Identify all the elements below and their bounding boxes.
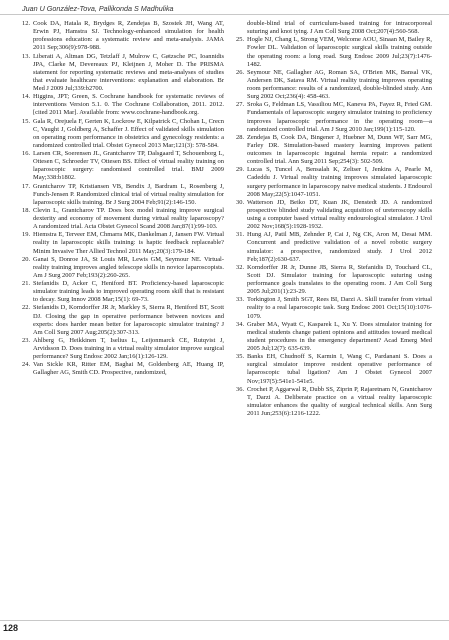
reference-item [22,231,224,255]
reference-number: 12. [22,20,31,27]
reference-item [22,183,224,207]
reference-number: 25. [236,36,245,44]
reference-number: 32. [236,263,245,271]
reference-text: Stefanidis D, Korndorffer JR Jr, Markley S, Sierra R, Heniford BT, Scott DJ. Closing the gap in operative performance between novices and experts: does harder mean better for laparoscopic simulator training? J Am Coll Surg 2007 Aug;205(2):307-313. [33,304,224,336]
reference-text: Clevin L, Grantcharov TP. Does box model training improve surgical dexterity and economy of movement during virtual reality laparoscopy? A randomized trial. Acta Obstet Gynecol Scand 2008 Jan;87(1):99-103. [33,206,224,231]
reference-text: Cook DA, Hatala R, Brydges R, Zendejas B, Szostek JH, Wang AT, Erwin PJ, Hamstra SJ. Technology-enhanced simulation for health professions education: a systematic review and meta-analysis. JAMA 2011 Sep;306(9):978-988. [33,20,224,52]
reference-text: Gala R, Orejuela F, Gerten K, Lockrow E, Kilpatrick C, Chohan L, Crecn C, Vaught J, Goldberg A, Schaffer J. Effect of validated skills simulation on operating room performance in obstetrics and gynecology residents: a randomized controlled trial. Obstet Gynecol 2013 Mar;121(3): 578-584. [33,117,224,149]
reference-text: Zendejas B, Cook DA, Bingener J, Huebner M, Dunn WF, Sarr MG, Farley DR. Simulation-based mastery learning improves patient outcomes in laparoscopic inguinal hernia repair: a randomized controlled trial. Ann Surg 2011 Sep;254(3): 502-509. [247,133,432,166]
reference-number: 20. [22,255,31,263]
reference-text: Seymour NE, Gallagher AG, Roman SA, O'Brien MK, Bansal VK, Andersen DK, Satava RM. Virtual reality training improves operating room performance: results of a randomized, double-blinded study. Ann Surg 2002 Oct;236(4): 458-463. [247,68,432,101]
reference-item [236,166,432,199]
reference-item [22,280,224,304]
reference-text: Liberati A, Altman DG, Tetzlaff J, Mulrow C, Gøtzsche PC, Ioannidis JPA, Clarke M, Devereaux PJ, Kleijnen J, Moher D. The PRISMA statement for reporting systematic reviews and meta-analyses of studies that evaluate healthcare interventions: explanation and elaboration. Br Med J 2009 Jul;339:b2700. [33,52,224,92]
reference-number: 28. [236,133,245,141]
reference-column-left [22,20,224,378]
reference-text: Korndorffer JR Jr, Dunne JB, Sierra R, Stefanidis D, Touchard CL, Scott DJ. Simulator training for laparoscopic suturing using performance goals translates to the operating room. J Am Coll Surg 2005 Jul;201(1):23-29. [247,263,432,296]
reference-item [236,386,432,419]
reference-text: Ganai S, Donroe JA, St Louis MR, Lewis GM, Seymour NE. Virtual-reality training improves angled telescope skills in novice laparoscopists. Am J Surg 2007 Feb;193(2):260-265. [33,255,224,279]
reference-number: 23. [22,336,31,344]
reference-number: 27. [236,101,245,109]
reference-item [236,134,432,167]
reference-text: Van Sickle KR, Ritter EM, Baghai M, Goldenberg AE, Huang IP, Gallagher AG, Smith CD. Prospective, randomized, [33,361,224,377]
reference-item [22,304,224,337]
reference-text: Watterson JD, Beiko DT, Kuan JK, Denstedt JD. A randomized prospective blinded study validating acquisition of ureteroscopy skills using a computer based virtual reality endourological simulator. J Urol 2002 Nov;168(5):1928-1932. [247,198,432,231]
reference-item [236,321,432,354]
footer-divider [0,620,449,621]
reference-number: 30. [236,198,245,206]
reference-text: double-blind trial of curriculum-based training for intracorporeal suturing and knot tying. J Am Coll Surg 2008 Oct;207(4):560-568. [247,20,432,36]
reference-item [236,353,432,386]
reference-text: Larsen CR, Soerensen JL, Grantcharov TP, Dalsgaard T, Schouenborg L, Ottesen C, Schroeder TV, Ottesen BS. Effect of virtual reality training on laparoscopic surgery: randomised controlled trial. BMJ 2009 May;338:b1802. [33,150,224,182]
reference-item [22,53,224,94]
reference-number: 18. [22,206,31,214]
reference-item [22,150,224,183]
reference-text: Torkington J, Smith SGT, Rees BI, Darzi A. Skill transfer from virtual reality to a real laparoscopic task. Surg Endosc 2001 Oct;15(10):1076-1079. [247,296,432,320]
reference-number: 29. [236,166,245,174]
reference-item [22,207,224,231]
reference-text: Graber MA, Wyatt C, Kasparek L, Xu Y. Does simulator training for medical students change patient opinions and attitudes toward medical student procedures in the emergency department? Acad Emerg Med 2005 Jul;12(7): 635-639. [247,320,432,352]
reference-text: Banks EH, Chudnoff S, Karmin I, Wang C, Pardanani S. Does a surgical simulator improve resident operative performance of laparoscopic tubal ligation? Am J Obstet Gynecol 2007 Nov;197(5):541e1-541e5. [247,353,432,385]
reference-number: 14. [22,93,31,101]
reference-text: Hung AJ, Patil MB, Zehnder P, Cai J, Ng CK, Aron M, Desai MM. Concurrent and predictive validation of a novel robotic surgery simulator: a prospective, randomized study. J Urol 2012 Feb;187(2):630-637. [247,231,432,263]
reference-number: 33. [236,296,245,304]
page-number: 128 [3,623,19,633]
reference-number: 16. [22,150,31,157]
reference-item [236,296,432,320]
reference-number: 15. [22,117,31,125]
reference-item [22,93,224,117]
reference-number: 35. [236,353,245,361]
reference-number: 31. [236,231,245,239]
reference-item [22,256,224,280]
reference-text: Grantcharov TP, Kristiansen VB, Bendix J, Bardram L, Rosenberg J, Funch-Jensen P. Randomized clinical trial of virtual reality simulation for laparoscopic skills training. Br J Surg 2004 Feb;91(2):146-150. [33,182,224,206]
reference-number: 21. [22,280,31,287]
reference-number: 13. [22,52,31,60]
reference-text: Higgins, JPT; Green, S. Cochrane handbook for systematic reviews of interventions Version 5.1. 0. The Cochrane Collaboration, 2011. 2012. [cited 2011 Mar]. Available from: www.cochrane-handbook.org. [33,93,224,117]
reference-number: 17. [22,182,31,190]
reference-item [22,337,224,361]
reference-item [22,118,224,151]
reference-item [236,199,432,232]
reference-text: Crochet P, Aggarwal R, Dubb SS, Ziprin P, Rajaretnam N, Grantcharov T, Darzi A. Deliberate practice on a virtual reality laparoscopic simulator enhances the quality of surgical technical skills. Ann Surg 2011 Jun;253(6):1216-1222. [247,385,432,417]
reference-text: Sroka G, Feldman LS, Vassiliou MC, Kaneva PA, Fayez R, Fried GM. Fundamentals of laparoscopic surgery simulator training to proficiency improves laparoscopic performance in the operating room—a randomized controlled trial. Am J Surg 2010 Jan;199(1):115-120. [247,101,432,133]
reference-item [236,231,432,264]
running-title: Juan U González-Tova, Pallikonda S Madhulika [22,4,174,13]
reference-text: Hiemstra E, Terveer EM, Chmarra MK, Dankelman J, Jansen FW. Virtual reality in laparoscopic skills training: is haptic feedback replaceable? Minim Invasive Ther Allied Technol 2011 May;20(3):179-184. [33,231,224,255]
reference-item [236,36,432,69]
reference-item [236,20,432,36]
reference-number: 26. [236,68,245,76]
reference-number: 19. [22,231,31,239]
reference-item [22,20,224,53]
reference-text: Ahlberg G, Heikkinen T, Iselius L, Leijonmarck CE, Rutqvist J, Arvidsson D. Does training in a virtual reality simulator improve surgical performance? Surg Endosc 2002 Jan;16(1):126-129. [33,336,224,361]
header-divider [0,14,449,15]
reference-item [236,101,432,134]
reference-number: 34. [236,320,245,328]
reference-text: Stefanidis D, Acker C, Heniford BT. Proficiency-based laparoscopic simulator training leads to improved operating room skill that is resistant to decay. Surg Innov 2008 Mar;15(1): 69-73. [33,280,224,304]
reference-column-right [236,20,432,418]
reference-item [22,361,224,377]
reference-text: Hogle NJ, Chang L, Strong VEM, Welcome AOU, Sinaan M, Bailey R, Fowler DL. Validation of laparoscopic surgical skills training outside the operating room: a long road. Surg Endosc 2009 Jul;23(7):1476-1482. [247,36,432,68]
reference-item [236,69,432,102]
reference-item [236,264,432,297]
reference-text: Lucas S, Tuncel A, Bensalah K, Zeltser I, Jenkins A, Pearle M, Cadeddu J. Virtual reality training improves simulated laparoscopic surgery performance in laparoscopy naive medical students. J Endourol 2008 May;22(5):1047-1051. [247,166,432,198]
reference-number: 22. [22,304,31,312]
reference-number: 24. [22,361,31,369]
reference-number: 36. [236,385,245,393]
